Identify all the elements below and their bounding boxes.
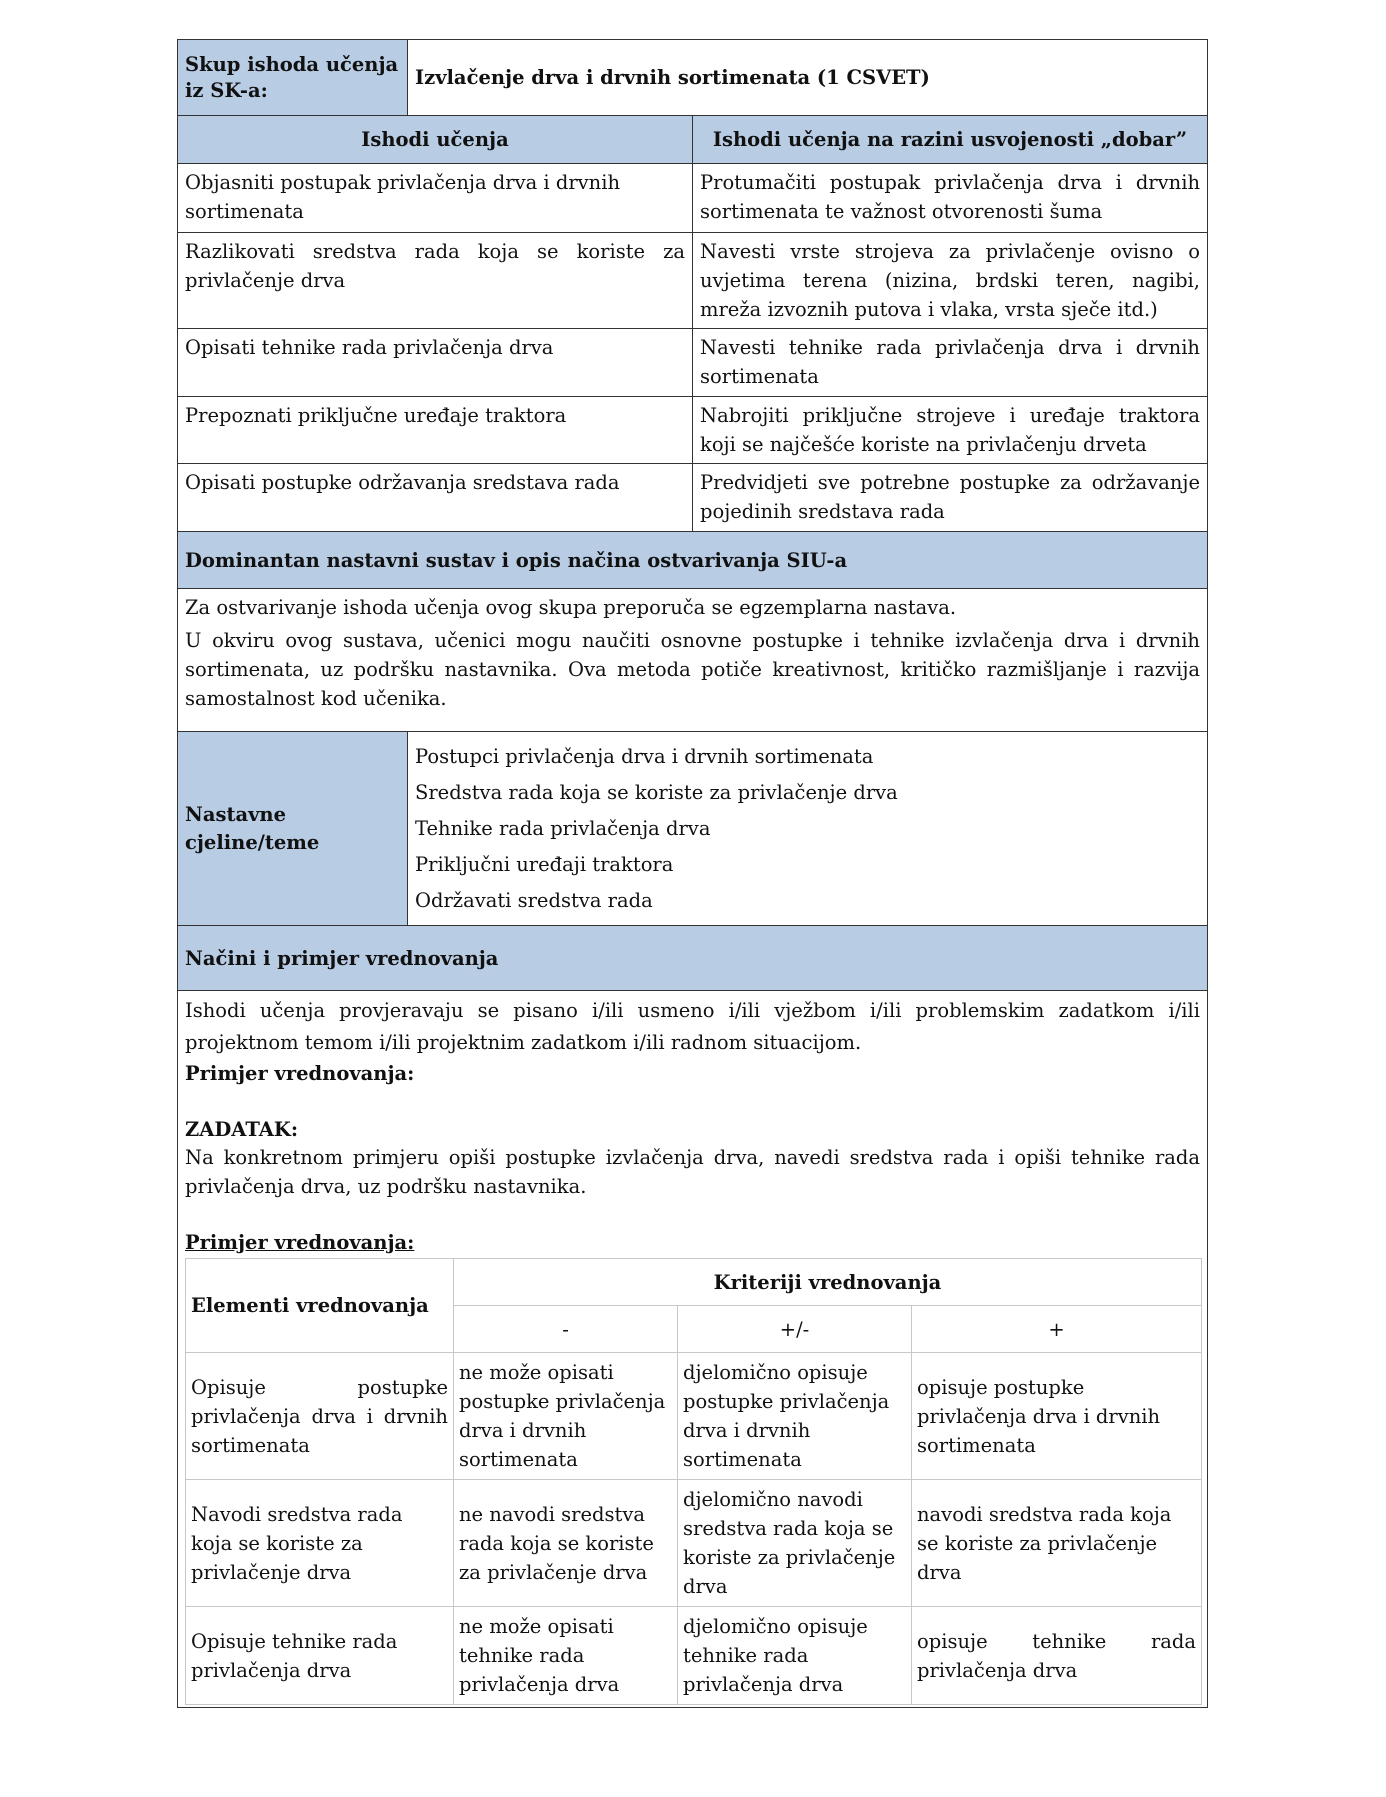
- rubric-element: Navodi sredstva rada koja se koriste za privlačenje drva: [186, 1480, 454, 1607]
- rubric-row: [186, 1607, 1202, 1705]
- topic-item: Sredstva rada koja se koriste za privlačenje drva: [415, 780, 898, 804]
- topics-row: [178, 732, 1208, 926]
- outcome-row: [178, 397, 1208, 464]
- evaluation-body-row: [178, 991, 1208, 1708]
- evaluation-heading: Načini i primjer vrednovanja: [178, 926, 1208, 991]
- good-level-column-header: Ishodi učenja na razini usvojenosti „dobar”: [693, 116, 1208, 164]
- rubric-partial: djelomično opisuje postupke privlačenja drva i drvnih sortimenata: [678, 1353, 912, 1480]
- evaluation-header-row: [178, 926, 1208, 991]
- good-level-cell: Protumačiti postupak privlačenja drva i drvnih sortimenata te važnost otvorenosti šuma: [693, 164, 1208, 233]
- rubric-minus: ne može opisati postupke privlačenja drva i drvnih sortimenata: [454, 1353, 678, 1480]
- topics-list: [408, 732, 1208, 926]
- title-row: [178, 40, 1208, 116]
- rubric-minus: ne može opisati tehnike rada privlačenja drva: [454, 1607, 678, 1705]
- evaluation-rubric-table: [185, 1258, 1202, 1705]
- topic-item: Priključni uređaji traktora: [415, 852, 674, 876]
- rubric-plus: navodi sredstva rada koja se koriste za privlačenje drva: [912, 1480, 1202, 1607]
- rubric-element: Opisuje tehnike rada privlačenja drva: [186, 1607, 454, 1705]
- task-label: ZADATAK:: [185, 1118, 299, 1141]
- level-partial: +/-: [678, 1306, 912, 1353]
- outcomes-column-header: Ishodi učenja: [178, 116, 693, 164]
- teaching-system-description: [178, 589, 1208, 732]
- curriculum-table: [177, 39, 1208, 1708]
- rubric-partial: djelomično navodi sredstva rada koja se koriste za privlačenje drva: [678, 1480, 912, 1607]
- good-level-cell: Nabrojiti priključne strojeve i uređaje traktora koji se najčešće koriste na privlačenju drveta: [693, 397, 1208, 464]
- example-label-underlined: Primjer vrednovanja:: [185, 1231, 415, 1254]
- evaluation-body: [178, 991, 1208, 1708]
- outcomes-header-row: [178, 116, 1208, 164]
- learning-outcome-set-label: Skup ishoda učenja iz SK-a:: [178, 40, 408, 116]
- rubric-header-row: [186, 1259, 1202, 1306]
- rubric-plus: opisuje tehnike rada privlačenja drva: [912, 1607, 1202, 1705]
- rubric-row: [186, 1480, 1202, 1607]
- rubric-plus: opisuje postupke privlačenja drva i drvnih sortimenata: [912, 1353, 1202, 1480]
- level-minus: -: [454, 1306, 678, 1353]
- outcome-row: [178, 464, 1208, 532]
- outcome-row: [178, 164, 1208, 233]
- rubric-minus: ne navodi sredstva rada koja se koriste za privlačenje drva: [454, 1480, 678, 1607]
- rubric-element: Opisuje postupke privlačenja drva i drvnih sortimenata: [186, 1353, 454, 1480]
- topic-item: Tehnike rada privlačenja drva: [415, 816, 711, 840]
- outcome-row: [178, 329, 1208, 397]
- outcome-cell: Opisati tehnike rada privlačenja drva: [178, 329, 693, 397]
- good-level-cell: Navesti vrste strojeva za privlačenje ovisno o uvjetima terena (nizina, brdski teren, nagibi, mreža izvoznih putova i vlaka, vrsta sječe itd.): [693, 233, 1208, 329]
- outcome-cell: Opisati postupke održavanja sredstava rada: [178, 464, 693, 532]
- description-paragraph: U okviru ovog sustava, učenici mogu naučiti osnovne postupke i tehnike izvlačenja drva i drvnih sortimenata, uz podršku nastavnika. Ova metoda potiče kreativnost, kritičko razmišljanje i razvija samostalnost kod učenika.: [185, 629, 1200, 710]
- outcome-cell: Prepoznati priključne uređaje traktora: [178, 397, 693, 464]
- topics-label: Nastavne cjeline/teme: [178, 732, 408, 926]
- document-page: [177, 39, 1207, 1708]
- good-level-cell: Predvidjeti sve potrebne postupke za održavanje pojedinih sredstava rada: [693, 464, 1208, 532]
- teaching-system-heading: Dominantan nastavni sustav i opis načina ostvarivanja SIU-a: [178, 532, 1208, 589]
- learning-outcome-set-title: Izvlačenje drva i drvnih sortimenata (1 CSVET): [408, 40, 1208, 116]
- spacer: [185, 1088, 1200, 1117]
- level-plus: +: [912, 1306, 1202, 1353]
- criteria-header: Kriteriji vrednovanja: [454, 1259, 1202, 1306]
- outcome-row: [178, 233, 1208, 329]
- spacer: [185, 1201, 1200, 1230]
- teaching-system-description-row: [178, 589, 1208, 732]
- elements-header: Elementi vrednovanja: [186, 1259, 454, 1353]
- description-paragraph: Za ostvarivanje ishoda učenja ovog skupa preporuča se egzemplarna nastava.: [185, 596, 957, 619]
- outcome-cell: Razlikovati sredstva rada koja se koriste za privlačenje drva: [178, 233, 693, 329]
- teaching-system-header-row: [178, 532, 1208, 589]
- rubric-row: [186, 1353, 1202, 1480]
- example-label: Primjer vrednovanja:: [185, 1062, 415, 1085]
- task-text: Na konkretnom primjeru opiši postupke izvlačenja drva, navedi sredstva rada i opiši tehnike rada privlačenja drva, uz podršku nastavnika.: [185, 1146, 1200, 1198]
- rubric-partial: djelomično opisuje tehnike rada privlačenja drva: [678, 1607, 912, 1705]
- topic-item: Postupci privlačenja drva i drvnih sortimenata: [415, 744, 874, 768]
- good-level-cell: Navesti tehnike rada privlačenja drva i drvnih sortimenata: [693, 329, 1208, 397]
- topic-item: Održavati sredstva rada: [415, 888, 653, 912]
- outcome-cell: Objasniti postupak privlačenja drva i drvnih sortimenata: [178, 164, 693, 233]
- evaluation-intro: Ishodi učenja provjeravaju se pisano i/ili usmeno i/ili vježbom i/ili problemskim zadatkom i/ili projektnom temom i/ili projektnim zadatkom i/ili radnom situacijom.: [185, 999, 1200, 1054]
